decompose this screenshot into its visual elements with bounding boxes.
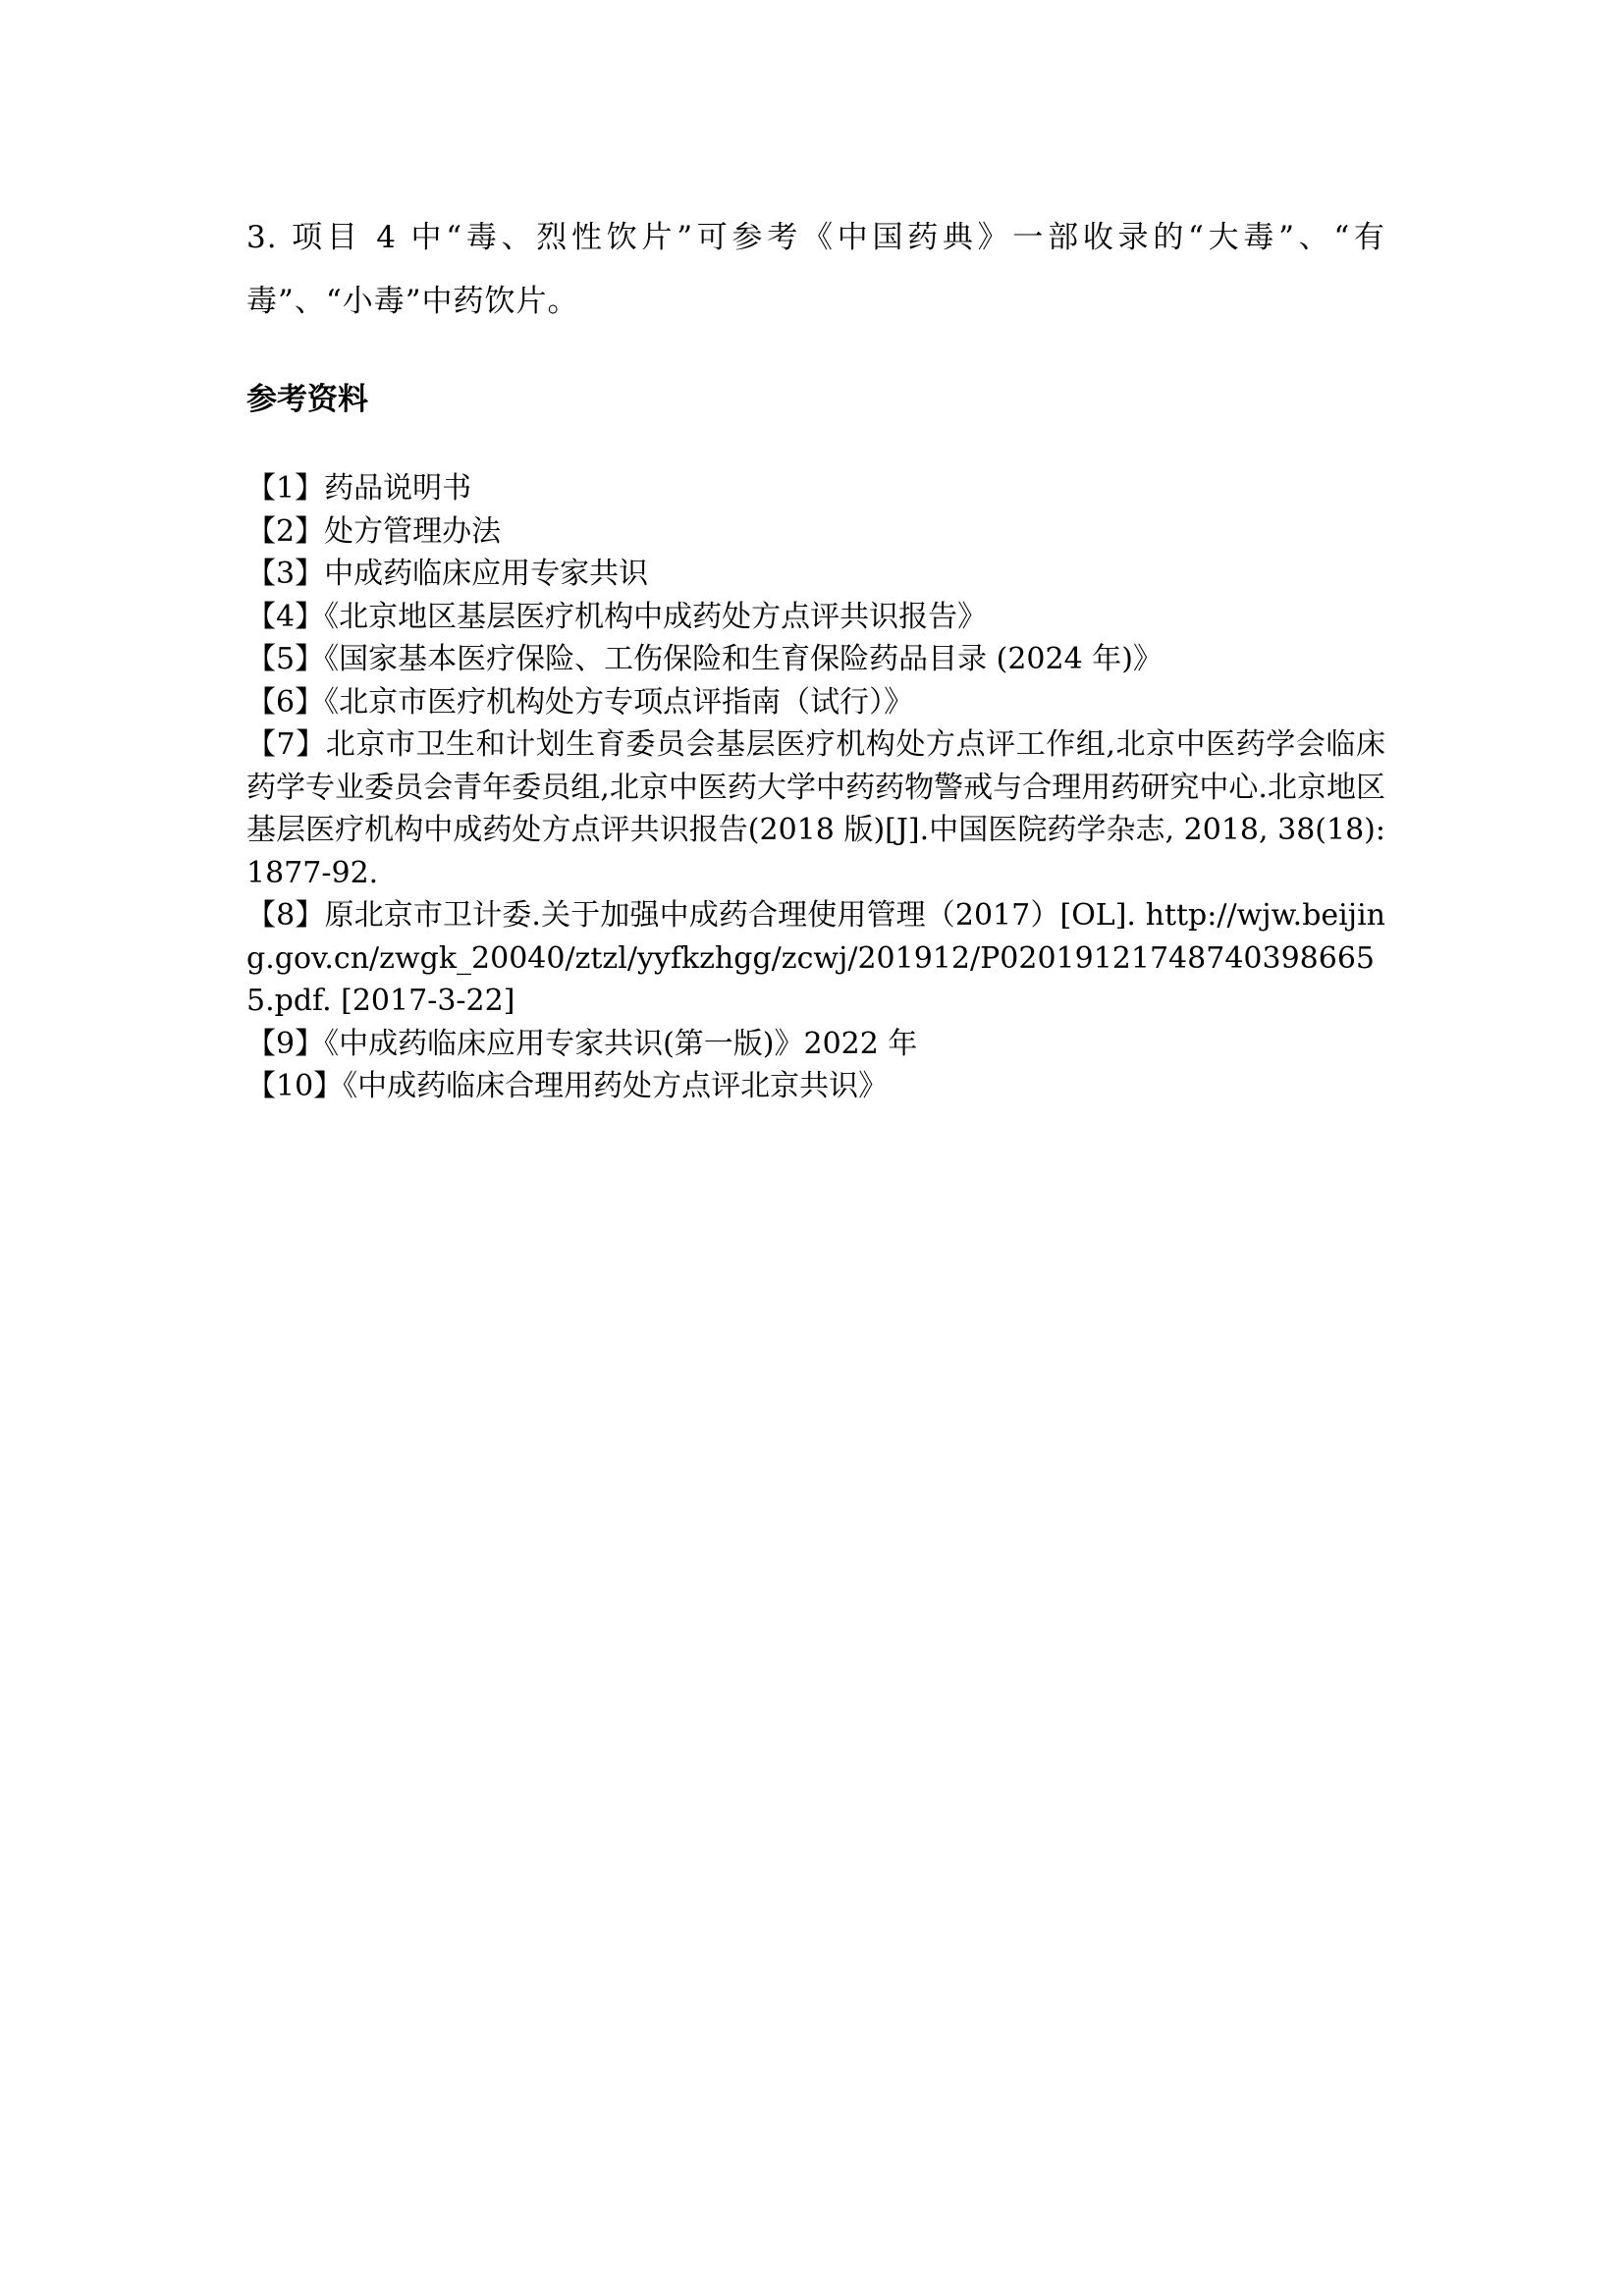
reference-item-6: 【6】《北京市医疗机构处方专项点评指南（试行）》 bbox=[246, 684, 914, 720]
references-heading: 参考资料 bbox=[246, 382, 368, 417]
reference-item-8: 【8】原北京市卫计委.关于加强中成药合理使用管理（2017）[OL]. http://wjw.beijing.gov.cn/zwgk_20040/ztzl/yyfkzhgg/zcwj/201912/P020191217487403986655.pdf. [2017-3-22] bbox=[246, 898, 1385, 1018]
reference-list bbox=[246, 467, 1385, 1108]
reference-item-10: 【10】《中成药临床合理用药处方点评北京共识》 bbox=[246, 1069, 889, 1103]
reference-item-4: 【4】《北京地区基层医疗机构中成药处方点评共识报告》 bbox=[246, 599, 988, 634]
reference-item-7: 【7】北京市卫生和计划生育委员会基层医疗机构处方点评工作组,北京中医药学会临床药学专业委员会青年委员组,北京中医药大学中药药物警戒与合理用药研究中心.北京地区基层医疗机构中成药处方点评共识报告(2018 版)[J].中国医院药学杂志, 2018, 38(18): 1877-92. bbox=[246, 727, 1385, 890]
page-content bbox=[246, 206, 1385, 1108]
note-paragraph: 3. 项目 4 中“毒、烈性饮片”可参考《中国药典》一部收录的“大毒”、“有毒”、“小毒”中药饮片。 bbox=[246, 220, 1385, 319]
reference-item-3: 【3】中成药临床应用专家共识 bbox=[246, 557, 649, 591]
reference-item-9: 【9】《中成药临床应用专家共识(第一版)》2022 年 bbox=[246, 1026, 918, 1061]
reference-item-5: 【5】《国家基本医疗保险、工伤保险和生育保险药品目录 (2024 年)》 bbox=[246, 642, 1163, 676]
reference-item-2: 【2】处方管理办法 bbox=[246, 513, 502, 549]
reference-item-1: 【1】药品说明书 bbox=[246, 471, 472, 506]
